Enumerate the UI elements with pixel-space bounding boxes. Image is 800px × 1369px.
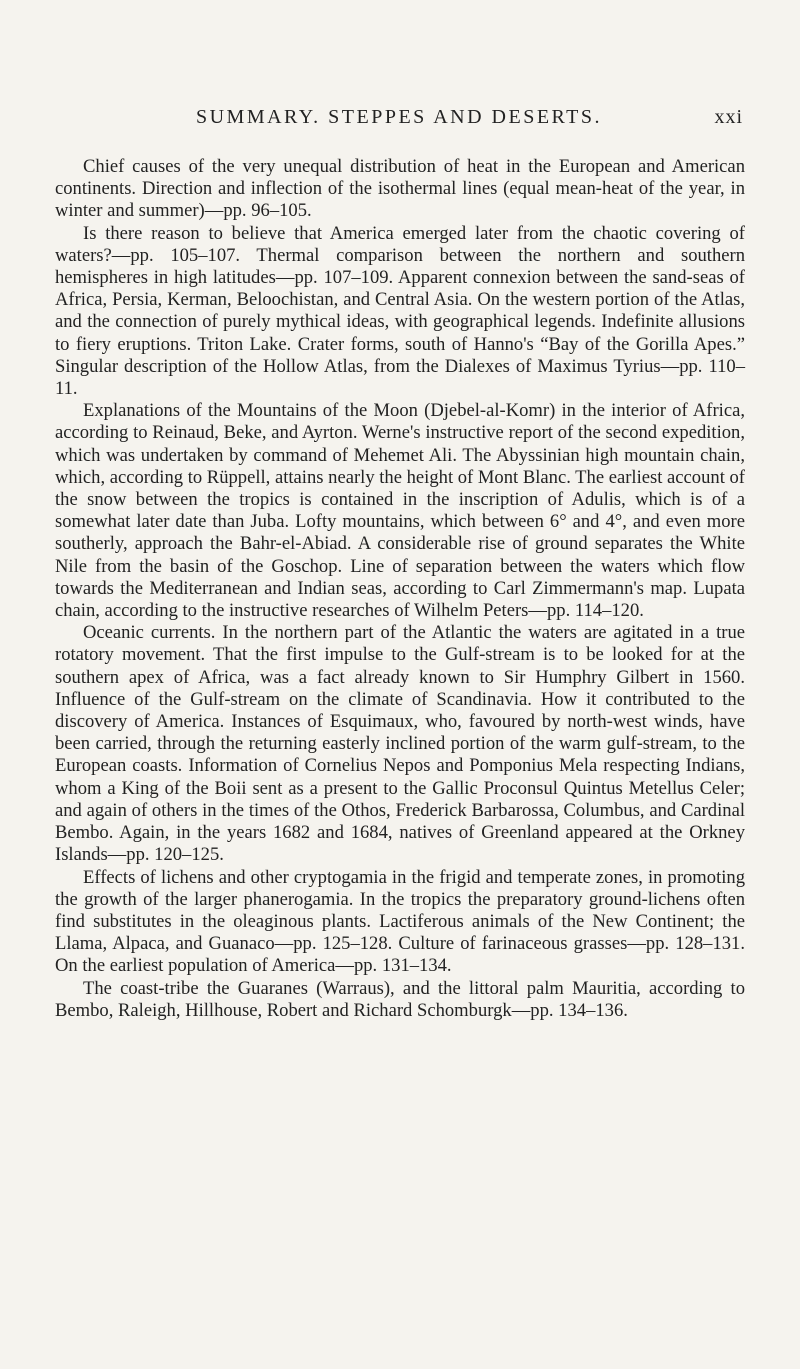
paragraph: Is there reason to believe that America emerged later from the chaotic covering of waters?—pp. 105–107. Thermal comparison between the northern and southern hemispheres in high latitudes—pp. 107–109. Apparent connexion between the sand-seas of Africa, Persia, Kerman, Beloochistan, and Central Asia. On the western portion of the Atlas, and the connection of purely mythical ideas, with geographical legends. Indefinite allusions to fiery eruptions. Triton Lake. Crater forms, south of Hanno's “Bay of the Gorilla Apes.” Singular description of the Hollow Atlas, from the Dialexes of Maximus Tyrius—pp. 110–11.	[55, 222, 745, 400]
paragraph: The coast-tribe the Guaranes (Warraus), and the littoral palm Mauritia, according to Bembo, Raleigh, Hillhouse, Robert and Richard Schomburgk—pp. 134–136.	[55, 977, 745, 1021]
page-header	[55, 106, 743, 136]
paragraph: Explanations of the Mountains of the Moon (Djebel-al-Komr) in the interior of Africa, according to Reinaud, Beke, and Ayrton. Werne's instructive report of the second expedition, which was undertaken by command of Mehemet Ali. The Abyssinian high mountain chain, which, according to Rüppell, attains nearly the height of Mont Blanc. The earliest account of the snow between the tropics is contained in the inscription of Adulis, which is of a somewhat later date than Juba. Lofty mountains, which between 6° and 4°, and even more southerly, approach the Bahr-el-Abiad. A considerable rise of ground separates the White Nile from the basin of the Goschop. Line of separation between the waters which flow towards the Mediterranean and Indian seas, according to Carl Zimmermann's map. Lupata chain, according to the instructive researches of Wilhelm Peters—pp. 114–120.	[55, 400, 746, 622]
page-number: xxi	[714, 106, 743, 128]
running-head: SUMMARY. STEPPES AND DESERTS.	[195, 106, 603, 128]
paragraph: Chief causes of the very unequal distribution of heat in the European and American continents. Direction and inflection of the isothermal lines (equal mean-heat of the year, in winter and summer)—pp. 96–105.	[55, 156, 745, 222]
paragraph: Oceanic currents. In the northern part of the Atlantic the waters are agitated in a true rotatory movement. That the first impulse to the Gulf-stream is to be looked for at the southern apex of Africa, was a fact already known to Sir Humphry Gilbert in 1560. Influence of the Gulf-stream on the climate of Scandinavia. How it contributed to the discovery of America. Instances of Esquimaux, who, favoured by north-west winds, have been carried, through the returning easterly inclined portion of the warm gulf-stream, to the European coasts. Information of Cornelius Nepos and Pomponius Mela respecting Indians, whom a King of the Boii sent as a present to the Gallic Proconsul Quintus Metellus Celer; and again of others in the times of the Othos, Frederick Barbarossa, Columbus, and Cardinal Bembo. Again, in the years 1682 and 1684, natives of Greenland appeared at the Orkney Islands—pp. 120–125.	[55, 622, 745, 866]
summary-text	[55, 156, 745, 1022]
paragraph: Effects of lichens and other cryptogamia in the frigid and temperate zones, in promoting the growth of the larger phanerogamia. In the tropics the preparatory ground-lichens often find substitutes in the oleaginous plants. Lactiferous animals of the New Continent; the Llama, Alpaca, and Guanaco—pp. 125–128. Culture of farinaceous grasses—pp. 128–131. On the earliest population of America—pp. 131–134.	[55, 866, 745, 977]
